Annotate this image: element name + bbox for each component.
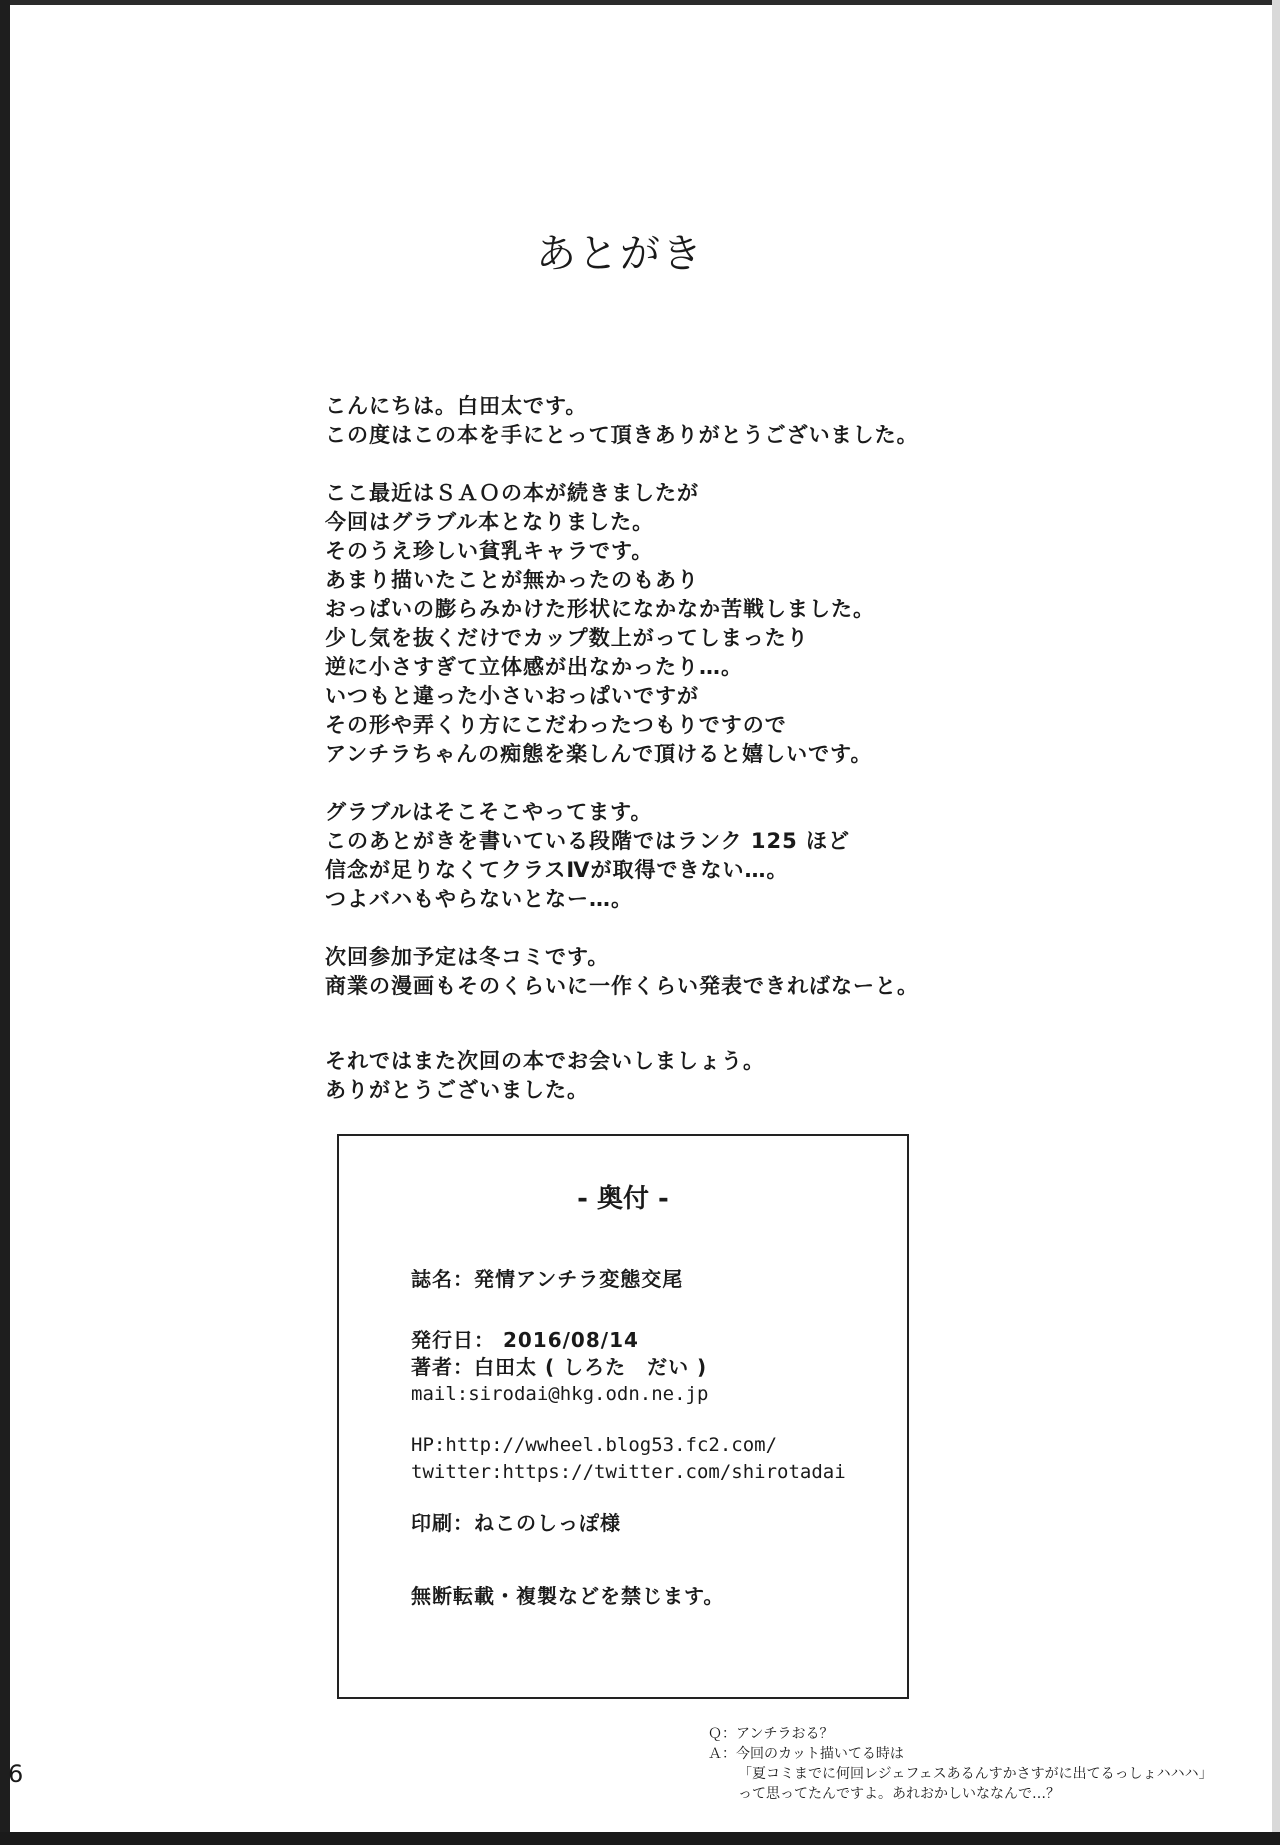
afterword-line: 信念が足りなくてクラスⅣが取得できない…。 [325, 858, 789, 882]
page-title: あとがき [536, 231, 704, 277]
scan-edge-top [0, 0, 1280, 5]
twitter-url: twitter:https://twitter.com/shirotadai [411, 1461, 846, 1483]
qa-question: Ｑ：アンチラおる？ [708, 1726, 834, 1742]
scan-edge-bottom [0, 1832, 1280, 1845]
homepage-url: HP:http://wwheel.blog53.fc2.com/ [411, 1434, 778, 1456]
book-name: 誌名：発情アンチラ変態交尾 [411, 1267, 684, 1291]
afterword-line: そのうえ珍しい貧乳キャラです。 [325, 539, 654, 563]
qa-answer-line: 「夏コミまでに何回レジェフェスあるんすかさすがに出てるっしょハハハ」 [738, 1766, 1213, 1782]
afterword-line: ここ最近はＳＡＯの本が続きましたが [325, 481, 699, 505]
copyright-notice: 無断転載・複製などを禁じます。 [411, 1584, 725, 1608]
afterword-paragraph [325, 1047, 945, 1105]
qa-answer-line: って思ってたんですよ。あれおかしいななんで…？ [738, 1786, 1060, 1802]
afterword-paragraph [325, 392, 945, 450]
afterword-line: いつもと違った小さいおっぱいですが [325, 684, 699, 708]
afterword-line: あまり描いたことが無かったのもあり [325, 568, 699, 592]
afterword-paragraph [325, 943, 945, 1001]
afterword-line: アンチラちゃんの痴態を楽しんで頂けると嬉しいです。 [325, 742, 873, 766]
qa-answer-line: Ａ：今回のカット描いてる時は [708, 1746, 904, 1762]
publish-date: 発行日： 2016/08/14 [411, 1328, 639, 1352]
colophon-title: - 奥付 - [577, 1184, 669, 1214]
scan-edge-right [1272, 0, 1280, 1845]
printer: 印刷：ねこのしっぽ様 [411, 1511, 621, 1535]
afterword-line: 逆に小さすぎて立体感が出なかったり…。 [325, 655, 743, 679]
afterword-paragraph [325, 479, 945, 769]
afterword-line: つよバハもやらないとなー…。 [325, 887, 633, 911]
afterword-line: ありがとうございました。 [325, 1078, 589, 1102]
afterword-line: おっぱいの膨らみかけた形状になかなか苦戦しました。 [325, 597, 875, 621]
afterword-line: この度はこの本を手にとって頂きありがとうございました。 [325, 423, 919, 447]
colophon-box [337, 1134, 909, 1699]
qa-note [708, 1724, 1268, 1804]
afterword-line: それではまた次回の本でお会いしましょう。 [325, 1049, 765, 1073]
mail-address: mail:sirodai@hkg.odn.ne.jp [411, 1383, 709, 1405]
afterword-line: 商業の漫画もそのくらいに一作くらい発表できればなーと。 [325, 974, 919, 998]
afterword-line: こんにちは。白田太です。 [325, 394, 588, 418]
afterword-line: このあとがきを書いている段階ではランク 125 ほど [325, 829, 851, 853]
afterword-paragraph [325, 798, 945, 914]
afterword-line: グラブルはそこそこやってます。 [325, 800, 653, 824]
afterword-line: 少し気を抜くだけでカップ数上がってしまったり [325, 626, 809, 650]
page-number: 6 [8, 1760, 24, 1788]
afterword-text [325, 392, 945, 1134]
afterword-line: その形や弄くり方にこだわったつもりですので [325, 713, 787, 737]
colophon-details [411, 1266, 891, 1610]
afterword-line: 次回参加予定は冬コミです。 [325, 945, 610, 969]
author: 著者：白田太 ( しろた だい ) [411, 1355, 708, 1379]
afterword-line: 今回はグラブル本となりました。 [325, 510, 655, 534]
